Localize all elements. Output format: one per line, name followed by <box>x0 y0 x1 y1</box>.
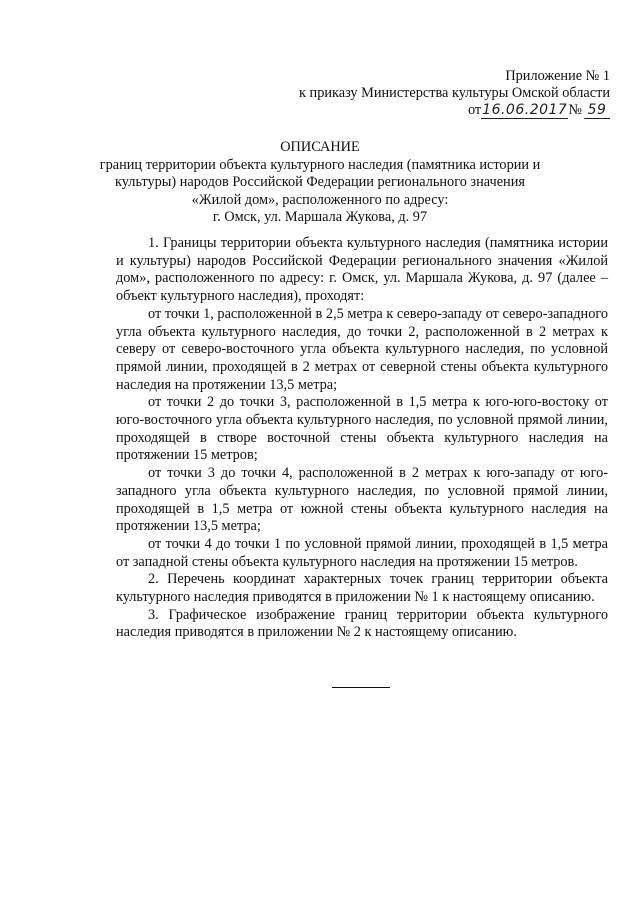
title-line: границ территории объекта культурного наследия (памятника истории и <box>99 156 541 173</box>
title-line: «Жилой дом», расположенного по адресу: <box>191 191 449 208</box>
document-title <box>72 139 568 227</box>
appendix-number: Приложение № 1 <box>505 68 610 84</box>
handwritten-order-number: 59 <box>584 103 610 119</box>
paragraph-point-2: от точки 2 до точки 3, расположенной в 1,5 метра к юго-юго-востоку от юго-восточного угла объекта культурного наследия, по условной прямой линии, проходящей в створе восточной стены объекта культурного наследия на протяжении 15 метров; <box>116 394 608 464</box>
order-date-number <box>299 102 610 119</box>
title-heading: ОПИСАНИЕ <box>280 139 360 155</box>
document-body <box>116 235 608 642</box>
paragraph-point-4: от точки 4 до точки 1 по условной прямой линии, проходящей в 1,5 метра от западной стены объекта культурного наследия на протяжении 15 метров. <box>116 535 608 570</box>
appendix-header <box>299 68 610 119</box>
end-separator-line <box>332 687 390 688</box>
paragraph-point-1: от точки 1, расположенной в 2,5 метра к северо-западу от северо-западного угла объекта культурного наследия, до точки 2, расположенной в 2 метрах к северу от северо-восточного угла объекта культурного наследия, по условной прямой линии, проходящей в 2 метрах от северной стены объекта культурного наследия на протяжении 13,5 метра; <box>116 305 608 393</box>
paragraph-point-3: от точки 3 до точки 4, расположенной в 2 метрах к юго-западу от юго-западного угла объекта культурного наследия, по условной прямой линии, проходящей в 1,5 метра от южной стены объекта культурного наследия на протяжении 13,5 метра; <box>116 465 608 535</box>
title-address: г. Омск, ул. Маршала Жукова, д. 97 <box>212 209 428 225</box>
number-prefix: № <box>568 102 582 118</box>
paragraph-1: 1. Границы территории объекта культурного наследия (памятника истории и культуры) народов Российской Федерации регионального значения «Жилой дом», расположенного по адресу: г. Омск, ул. Маршала Жукова, д. 97 (далее – объект культурного наследия), проходят: <box>116 235 608 305</box>
title-line: культуры) народов Российской Федерации регионального значения <box>115 174 525 190</box>
paragraph-3: 3. Графическое изображение границ территории объекта культурного наследия приводятся в приложении № 2 к настоящему описанию. <box>116 606 608 641</box>
paragraph-2: 2. Перечень координат характерных точек границ территории объекта культурного наследия приводятся в приложении № 1 к настоящему описанию. <box>116 571 608 606</box>
handwritten-date: 16.06.2017 <box>482 102 568 118</box>
order-reference: к приказу Министерства культуры Омской области <box>299 85 610 101</box>
date-prefix: от <box>467 102 482 118</box>
